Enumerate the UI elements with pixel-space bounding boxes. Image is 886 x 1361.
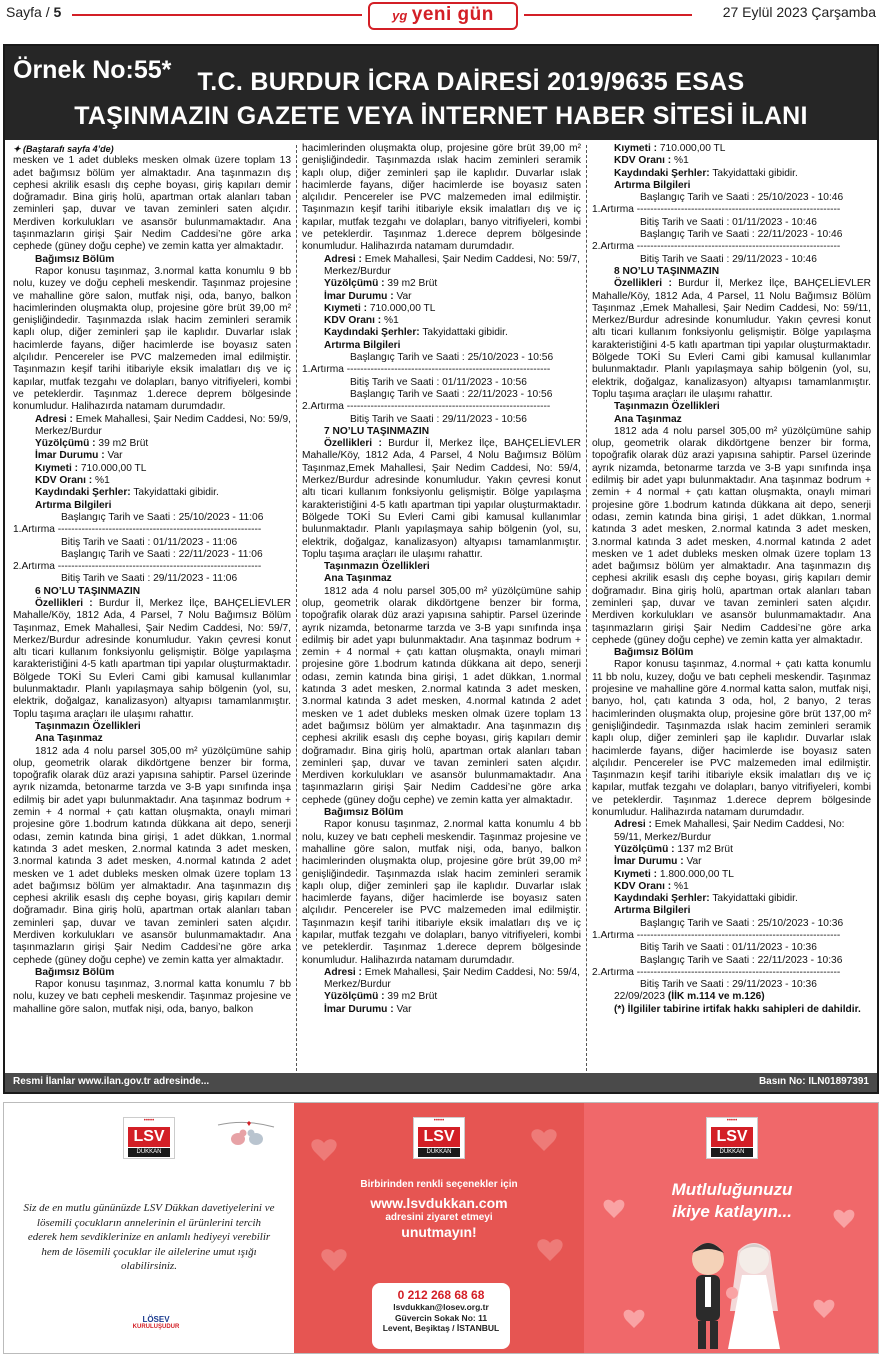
field-value: 39 m2 Brüt [387,991,438,1003]
auction-end: Bitiş Tarih ve Saati : 29/11/2023 - 11:06 [61,573,238,585]
field-label: Adresi : [324,966,362,978]
slogan-line: ikiye katlayın... [671,1202,792,1221]
law-reference: (İİK m.114 ve m.126) [667,991,765,1003]
section-heading: Taşınmazın Özellikleri [324,561,430,573]
legal-notice [3,44,879,1094]
section-heading: Bağımsız Bölüm [614,647,694,659]
ad-message-line: unutmayın! [401,1224,477,1240]
masthead [0,0,886,34]
issue-date: 27 Eylül 2023 Çarşamba [722,4,876,20]
auction-heading: Artırma Bilgileri [614,905,691,917]
paragraph: hacimlerinden oluşmakta olup, projesine göre brüt 39,00 m² genişliğindedir. Taşınmazda ıslak hacim zeminleri seramik kaplı olup, diğer zeminleri şap ile kaplıdır. Duvarlar ıslak hacimlerde fayans, diğer hacimlerde ise boyasız saten alçılıdır. Pencereler ise PVC malzemeden imal edilmiştir. Taşınmazın keşif tarihi itibariyle eksik imalatları dış ve iç kapılar, mutfak tezgahı ve dolapları, banyo vitrifiyeleri, kombi ve peteklerdir. Taşınmaz 1.derece deprem bölgesinde konumludur. Halihazırda natamam durumdadır. [302,143,581,253]
logo-subtext: DUKKAN [711,1148,753,1157]
section-heading: Taşınmazın Özellikleri [614,401,720,413]
logo-subtext: DUKKAN [418,1148,460,1157]
auction-heading: Artırma Bilgileri [324,339,401,351]
field-address [302,254,581,279]
logo-dots: ••••• [143,1118,155,1124]
wedding-slogan [614,1179,850,1223]
section-heading: Ana Taşınmaz [35,733,103,745]
field-label: KDV Oranı : [35,475,93,487]
masthead-rule-left [72,14,362,16]
auction-end: Bitiş Tarih ve Saati : 01/11/2023 - 10:46 [640,216,817,228]
field-value: 137 m2 Brüt [677,843,733,855]
field-value-tl [592,869,871,881]
field-value: Var [396,1003,412,1015]
column-divider [586,145,587,1071]
field-label: Kıymeti : [324,302,368,314]
paragraph: 1812 ada 4 nolu parsel 305,00 m² yüzölçümüne sahip olup, geometrik olarak dikdörtgene benzer bir forma, topoğrafik olarak düz arazi yapısına sahiptir. Parsel üzerinde ayrık nizamda, betonarme tarzda ve 3-B yapı sınıfında inşa edilmiş bir adet yapı bulunmaktadır. Ana taşınmaz bodrum + zemin + 4 normal + çatı kattan oluşmakta, onaylı mimari projesine göre 1.bodrum katında dükkana ait depo, senerji odası, zemin katında bina girişi, 1 adet dükkan, 1.normal katında 3 adet mesken, 2.normal katında 3 adet mesken, 3.normal katında 3 adet mesken, 4.normal katında 2 adet mesken ve 1 adet dubleks mesken olmak üzere toplam 13 adet bağımsız bölüm yer almaktadır. Ana taşınmazın dış cephesi akrilik esaslı dış cephe boyası, giriş kapıları demir doğramadır. Bina giriş holü, apartman ortak alanları taban zeminleri şap, duvar ve tavan zeminleri saten alçıdır. Merdiven korkulukları ve asansör bulunmamaktadır. Ana taşınmazların girişi Şair Nedim Caddesi’ne göre arka cephede (güney doğu cephe) ve zemin katta yer almaktadır. [13,745,291,966]
ad-message-line: adresini ziyaret etmeyi [385,1212,493,1223]
auction-heading: Artırma Bilgileri [35,499,112,511]
section-heading: Ana Taşınmaz [614,413,682,425]
field-value: 1.800.000,00 TL [659,868,734,880]
column-2 [302,143,581,1073]
field-label: İmar Durumu : [35,450,105,462]
ad-panel-poem [4,1103,294,1354]
contact-box [372,1283,510,1349]
field-value-tl [592,143,871,155]
website-link[interactable]: www.lsvdukkan.com [370,1195,508,1211]
logo-prefix: yg [392,8,408,23]
field-annotations [592,893,871,905]
street-address: Güvercin Sokak No: 11 [394,1312,488,1323]
field-label: Adresi : [35,413,73,425]
property-heading: 7 NO’LU TAŞINMAZIN [324,425,430,437]
page-indicator [6,4,61,20]
field-value: %1 [384,315,399,327]
paragraph: Rapor konusu taşınmaz, 3.normal katta konumlu 9 bb nolu, kuzey ve doğu cepheli meskendir. Taşınmaz projesine ve mahalline göre salon, mutfak nişi, oda, banyo, balkon hacimlerinden oluşmakta olup, projesine göre brüt 39,00 m² genişliğindedir. Taşınmazda ıslak hacim zeminleri seramik kaplı olup, diğer zeminleri şap ile kaplıdır. Duvarlar ıslak hacimlerde fayans, diğer hacimlerde ise boyasız saten alçılıdır. Pencereler ise PVC malzemeden imal edilmiştir. Taşınmazın keşif tarihi itibariyle eksik imalatları dış ve iç kapılar, mutfak tezgahı ve dolapları, banyo vitrifiyeleri, kombi ve peteklerdir. Taşınmaz 1.derece deprem bölgesinde konumludur. Halihazırda natamam durumdadır. [13,265,291,413]
field-value: %1 [95,475,110,487]
notice-columns [5,143,877,1073]
field-label: Adresi : [614,819,652,831]
field-label: Kaydındaki Şerhler: [614,167,710,179]
field-value: 710.000,00 TL [80,462,147,474]
field-label: Adresi : [324,253,362,265]
scroll-icon: ✦ [13,144,24,154]
ad-message-line: Birbirinden renkli seçenekler için [360,1179,518,1190]
notice-header [5,46,877,140]
field-vat [592,881,871,893]
page-number: 5 [53,4,62,20]
auction-round-2: 2.Artırma ------------------------------------------------------------ [592,966,841,978]
section-heading: Bağımsız Bölüm [35,966,115,978]
paragraph: mesken ve 1 adet dubleks mesken olmak üzere toplam 13 adet bağımsız bölüm yer almaktadır. Ana taşınmazın dış cephesi akrilik esaslı dış cephe boyası, giriş kapıları demir doğramadır. Bina giriş holü, apartman ortak alanları taban zeminleri şap, duvar ve tavan zeminleri saten alçıdır. Merdiven korkulukları ve asansör bulunmamaktadır. Ana taşınmazların girişi Şair Nedim Caddesi’ne göre arka cephede (güney doğu cephe) ve zemin katta yer almaktadır. [13,155,291,253]
field-zoning [13,450,291,462]
field-label: Özellikleri : [35,597,93,609]
auction-start: Başlangıç Tarih ve Saati : 25/10/2023 - 10:46 [640,192,844,204]
field-value: 710.000,00 TL [659,143,726,154]
auction-heading: Artırma Bilgileri [614,179,691,191]
losev-logo [126,1315,186,1337]
section-heading: Bağımsız Bölüm [35,253,115,265]
field-label: Kaydındaki Şerhler: [614,893,710,905]
property-heading: 8 NO’LU TAŞINMAZIN [614,265,720,277]
field-label: Kıymeti : [35,462,79,474]
field-value: Var [107,450,123,462]
field-vat [302,315,581,327]
field-value: %1 [674,880,689,892]
field-value: Burdur İl, Merkez İlçe, BAHÇELİEVLER Mahalle/Köy, 1812 Ada, 4 Parsel, 7 Nolu Bağımsız Bölüm Taşınmaz, Emek Mahallesi, Şair Nedim Caddesi, No: 59/7, Merkez/Burdur adresinde konumludur. Yakın çevresi konut altı ticari kullanım fonksiyonlu gelişmiştir. Bölge yapılaşma karakteristiğini 4-5 katlı apartman tipi yapılar oluşturmaktadır. Bölgede TOKİ Su Evleri Cami gibi kamusal kullanımlar bulunmaktadır. Planlı yapılaşmaya sahip bölgenin (yol, su, elektrik, doğalgaz, kanalizasyon) altyapısı tamamlanmıştır. Toplu taşıma araçları ile ulaşımı rahattır. [13,597,291,720]
field-value: Burdur İl, Merkez İlçe, BAHÇELİEVLER Mahalle/Köy, 1812 Ada, 4 Parsel, 4 Nolu Bağımsız Bölüm Taşınmaz,Emek Mahallesi, Şair Nedim Caddesi, No: 59/4, Merkez/Burdur adresinde konumludur. Yakın çevresi konut altı ticari kullanım fonksiyonlu gelişmiştir. Bölge yapılaşma karakteristiğini 4-5 katlı apartman tipi yapılar oluşturmaktadır. Bölgede TOKİ Su Evleri Cami gibi kamusal kullanımlar bulunmaktadır. Planlı yapılaşmaya sahip bölgenin (yol, su, elektrik, doğalgaz, kanalizasyon) altyapısı tamamlanmıştır. Toplu taşıma araçları ile ulaşımı rahattır. [302,438,581,560]
logo-name: yeni gün [411,4,494,25]
paragraph: Rapor konusu taşınmaz, 4.normal + çatı katta konumlu 11 bb nolu, kuzey, doğu ve batı cepheli meskendir. Taşınmaz projesine ve mahalline göre 4.normal katta salon, mutfak nişi, banyo, hol, çatı katında 3 oda, hol, 2 banyo, 2 teras hacimlerinden oluşmakta olup, projesine göre brüt 137,00 m² genişliğindedir. Taşınmazda ıslak hacim zeminleri seramik kaplı olup, diğer zeminleri şap ile kaplıdır. Duvarlar ıslak hacimlerde fayans, diğer hacimlerde ise boyasız saten alçılıdır. Pencereler ise PVC malzemeden imal edilmiştir. Taşınmazın keşif tarihi itibariyle eksik imalatları dış ve iç kapılar, mutfak tezgahı ve dolapları, banyo vitrifiyeleri, kombi ve peteklerdir. Taşınmaz 1.derece deprem bölgesinde konumludur. Halihazırda natamam durumdadır. [592,659,871,819]
field-label: KDV Oranı : [614,880,672,892]
auction-end: Bitiş Tarih ve Saati : 01/11/2023 - 10:56 [350,376,527,388]
notice-title-line2: TAŞINMAZIN GAZETE VEYA İNTERNET HABER SİTESİ İLANI [74,102,808,130]
field-label: İmar Durumu : [614,856,684,868]
wedding-couple-icon [676,1223,788,1354]
field-label: Yüzölçümü : [35,438,96,450]
losev-name: LÖSEV [142,1315,170,1324]
field-value: Emek Mahallesi, Şair Nedim Caddesi, No: 59/9, Merkez/Burdur [35,413,291,437]
logo-dots: ••••• [726,1118,738,1124]
newspaper-logo[interactable] [368,2,518,30]
losev-sub: KURULUŞUDUR [132,1324,180,1330]
field-label: Kıymeti : [614,868,658,880]
example-number: Örnek No:55* [13,56,172,84]
field-value: Emek Mahallesi, Şair Nedim Caddesi, No: 59/7, Merkez/Burdur [324,253,580,277]
field-vat [592,155,871,167]
phone-number[interactable]: 0 212 268 68 68 [397,1288,485,1302]
field-label: KDV Oranı : [614,155,672,167]
auction-start: Başlangıç Tarih ve Saati : 25/10/2023 - 11:06 [61,511,264,523]
logo-text: LSV [128,1127,170,1147]
continued-note [13,143,291,155]
field-label: Yüzölçümü : [614,843,675,855]
field-value-tl [302,303,581,315]
auction-start: Başlangıç Tarih ve Saati : 22/11/2023 - 10:36 [640,954,843,966]
property-features [13,598,291,721]
auction-round-2: 2.Artırma ------------------------------------------------------------ [302,401,551,413]
property-heading: 6 NO’LU TAŞINMAZIN [35,585,141,597]
ad-message [314,1179,564,1241]
field-zoning [592,856,871,868]
field-value: Emek Mahallesi, Şair Nedim Caddesi, No: 59/4, Merkez/Burdur [324,966,580,991]
field-label: Özellikleri : [614,278,672,290]
masthead-rule-right [524,14,692,16]
love-birds-icon [216,1117,276,1157]
property-features [592,278,871,401]
property-features [302,438,581,561]
paragraph: Rapor konusu taşınmaz, 2.normal katta konumlu 4 bb nolu, kuzey ve batı cepheli meskendir. Taşınmaz projesine ve mahalline göre salon, mutfak nişi, oda, banyo, balkon hacimlerinden oluşmakta olup, projesine göre brüt 39,00 m² genişliğindedir. Taşınmazda ıslak hacim zeminleri seramik kaplı olup, diğer zeminleri şap ile kaplıdır. Duvarlar ıslak hacimlerde fayans, diğer hacimlerde ise boyasız saten alçılıdır. Pencereler ise PVC malzemeden imal edilmiştir. Taşınmazın keşif tarihi itibariyle eksik imalatları dış ve iç kapılar, mutfak tezgahı ve dolapları, banyo vitrifiyeleri, kombi ve peteklerdir. Taşınmaz 1.derece deprem bölgesinde konumludur. Halihazırda natamam durumdadır. [302,819,581,966]
notice-footer [5,1073,877,1092]
field-label: Kıymeti : [614,143,658,154]
ad-panel-contact [294,1103,584,1354]
lsv-logo [123,1117,175,1159]
field-value: Takyidattaki gibidir. [133,487,219,499]
paragraph: Rapor konusu taşınmaz, 3.normal katta konumlu 7 bb nolu, kuzey ve batı cepheli meskendir. Taşınmaz projesine ve mahalline göre salon, mutfak nişi, oda, banyo, balkon [13,979,291,1015]
district-address: Levent, Beşiktaş / İSTANBUL [382,1323,500,1333]
auction-round-2: 2.Artırma ------------------------------------------------------------ [592,241,841,253]
continued-text: (Baştarafı sayfa 4’de) [23,144,114,154]
field-zoning [302,291,581,303]
field-label: Yüzölçümü : [324,991,385,1003]
ad-poem: Siz de en mutlu gününüzde LSV Dükkan davetiyelerini ve lösemili çocukların annelerinin el ürünlerini tercih ederek hem sevdiklerinize en anlamlı hediyeyi verebilir hem de lösemili çocuklar ile ailelerine umut ışığı olabilirsiniz. [23,1202,275,1272]
field-vat [13,475,291,487]
column-3 [592,143,871,1073]
field-area [302,278,581,290]
section-heading: Bağımsız Bölüm [324,807,404,819]
slogan-line: Mutluluğunuzu [671,1180,793,1199]
field-value: Var [396,290,412,302]
field-value: 710.000,00 TL [369,302,436,314]
press-number: Basın No: ILN01897391 [758,1076,869,1087]
field-annotations [13,487,291,499]
field-label: Özellikleri : [324,438,382,450]
auction-round-1: 1.Artırma ------------------------------------------------------------ [592,204,841,216]
field-label: Kaydındaki Şerhler: [35,487,131,499]
field-value: Emek Mahallesi, Şair Nedim Caddesi, No: 59/11, Merkez/Burdur [614,819,845,843]
email-address[interactable]: lsvdukkan@losev.org.tr [393,1302,489,1312]
field-area [592,844,871,856]
field-area [13,438,291,450]
notice-date [592,991,871,1003]
field-label: KDV Oranı : [324,315,382,327]
logo-text: LSV [711,1127,753,1147]
lsv-logo [706,1117,758,1159]
field-address [592,819,871,844]
auction-end: Bitiş Tarih ve Saati : 29/11/2023 - 10:56 [350,413,527,425]
field-label: Yüzölçümü : [324,278,385,290]
auction-start: Başlangıç Tarih ve Saati : 25/10/2023 - 10:56 [350,352,554,364]
auction-round-2: 2.Artırma ------------------------------------------------------------ [13,561,262,573]
field-annotations [302,327,581,339]
paragraph: 1812 ada 4 nolu parsel 305,00 m² yüzölçümüne sahip olup, geometrik olarak dikdörtgene benzer bir forma, topoğrafik olarak düz arazi yapısına sahiptir. Parsel üzerinde ayrık nizamda, betonarme tarzda ve 3-B yapı sınıfında inşa edilmiş bir adet yapı bulunmaktadır. Ana taşınmaz bodrum + zemin + 4 normal + çatı kattan oluşmakta, onaylı mimari projesine göre 1.bodrum katında dükkana ait depo, senerji odası, zemin katında bina girişi, 1 adet dükkan, 1.normal katında 3 adet mesken, 2.normal katında 3 adet mesken, 3.normal katında 3 adet mesken, 4.normal katında 2 adet mesken ve 1 adet dubleks mesken olmak üzere toplam 13 adet bağımsız bölüm yer almaktadır. Ana taşınmazın dış cephesi akrilik esaslı dış cephe boyası, giriş kapıları demir doğramadır. Bina giriş holü, apartman ortak alanları taban zeminleri şap, duvar ve tavan zeminleri saten alçıdır. Merdiven korkulukları ve asansör bulunmamaktadır. Ana taşınmazların girişi Şair Nedim Caddesi’ne göre arka cephede (güney doğu cephe) ve zemin katta yer almaktadır. [302,585,581,806]
auction-end: Bitiş Tarih ve Saati : 29/11/2023 - 10:46 [640,253,817,265]
auction-end: Bitiş Tarih ve Saati : 01/11/2023 - 10:36 [640,942,817,954]
column-divider [296,145,297,1071]
field-label: İmar Durumu : [324,290,394,302]
logo-text: LSV [418,1127,460,1147]
field-value: Takyidattaki gibidir. [712,893,798,905]
column-1 [13,143,291,1073]
field-value: Takyidattaki gibidir. [712,167,798,179]
auction-end: Bitiş Tarih ve Saati : 01/11/2023 - 11:06 [61,536,238,548]
field-label: Kaydındaki Şerhler: [324,327,420,339]
auction-start: Başlangıç Tarih ve Saati : 22/11/2023 - 11:06 [61,548,263,560]
field-address [302,967,581,992]
auction-start: Başlangıç Tarih ve Saati : 22/11/2023 - 10:56 [350,388,553,400]
logo-dots: ••••• [433,1118,445,1124]
field-value: Var [686,856,702,868]
auction-start: Başlangıç Tarih ve Saati : 25/10/2023 - 10:36 [640,917,844,929]
field-value: Takyidattaki gibidir. [422,327,508,339]
section-heading: Ana Taşınmaz [324,573,392,585]
auction-round-1: 1.Artırma ------------------------------------------------------------ [302,364,551,376]
section-heading: Taşınmazın Özellikleri [35,720,141,732]
notice-date-value: 22/09/2023 [614,991,665,1003]
auction-start: Başlangıç Tarih ve Saati : 22/11/2023 - 10:46 [640,229,843,241]
footnote: (*) İlgililer tabirine irtifak hakkı sahipleri de dahildir. [614,1003,861,1015]
field-zoning [302,1004,581,1016]
paragraph: 1812 ada 4 nolu parsel 305,00 m² yüzölçümüne sahip olup, geometrik olarak dikdörtgene benzer bir forma, topoğrafik olarak düz arazi yapısına sahiptir. Parsel üzerinde ayrık nizamda, betonarme tarzda ve 3-B yapı sınıfında inşa edilmiş bir adet yapı bulunmaktadır. Ana taşınmaz bodrum + zemin + 4 normal + çatı kattan oluşmakta, onaylı mimari projesine göre 1.bodrum katında dükkana ait depo, senerji odası, zemin katında bina girişi, 1 adet dükkan, 1.normal katında 3 adet mesken, 2.normal katında 3 adet mesken, 3.normal katında 3 adet mesken, 4.normal katında 2 adet mesken ve 1 adet dubleks mesken olmak üzere toplam 13 adet bağımsız bölüm yer almaktadır. Ana taşınmazın dış cephesi akrilik esaslı dış cephe boyası, giriş kapıları demir doğramadır. Bina giriş holü, apartman ortak alanları taban zeminleri şap, duvar ve tavan zeminleri saten alçıdır. Merdiven korkulukları ve asansör bulunmamaktadır. Ana taşınmazların girişi Şair Nedim Caddesi’ne göre arka cephede (güney doğu cephe) ve zemin katta yer almaktadır. [592,425,871,646]
auction-end: Bitiş Tarih ve Saati : 29/11/2023 - 10:36 [640,979,817,991]
auction-round-1: 1.Artırma ------------------------------------------------------------ [13,524,262,536]
logo-subtext: DUKKAN [128,1148,170,1157]
field-value: Burdur İl, Merkez İlçe, BAHÇELİEVLER Mahalle/Köy, 1812 Ada, 4 Parsel, 11 Nolu Bağımsız Bölüm Taşınmaz ,Emek Mahallesi, Şair Nedim Caddesi, No: 59/11, Merkez/Burdur adresinde konumludur. Yakın çevresi konut altı ticari kullanım fonksiyonlu gelişmiştir. Bölge yapılaşma karakteristiğini 4-5 katlı apartman tipi yapılar oluşturmaktadır. Bölgede TOKİ Su Evleri Cami gibi kamusal kullanımlar bulunmaktadır. Planlı yapılaşmaya sahip bölgenin (yol, su, elektrik, doğalgaz, kanalizasyon) altyapısı tamamlanmıştır. Toplu taşıma araçları ile ulaşımı rahattır. [592,278,871,400]
field-label: İmar Durumu : [324,1003,394,1015]
lsv-logo [413,1117,465,1159]
official-notice-link[interactable]: Resmi İlanlar www.ilan.gov.tr adresinde... [13,1076,210,1087]
field-value: 39 m2 Brüt [98,438,149,450]
field-value: %1 [674,155,689,167]
field-value-tl [13,463,291,475]
field-address [13,414,291,439]
auction-round-1: 1.Artırma ------------------------------------------------------------ [592,930,841,941]
field-value: 39 m2 Brüt [387,278,438,290]
field-area [302,991,581,1003]
page-label: Sayfa / [6,4,50,20]
notice-title-line1: T.C. BURDUR İCRA DAİRESİ 2019/9635 ESAS [197,68,745,96]
field-annotations [592,168,871,180]
lsv-advertisement[interactable] [3,1102,879,1354]
ad-panel-wedding [584,1103,879,1354]
